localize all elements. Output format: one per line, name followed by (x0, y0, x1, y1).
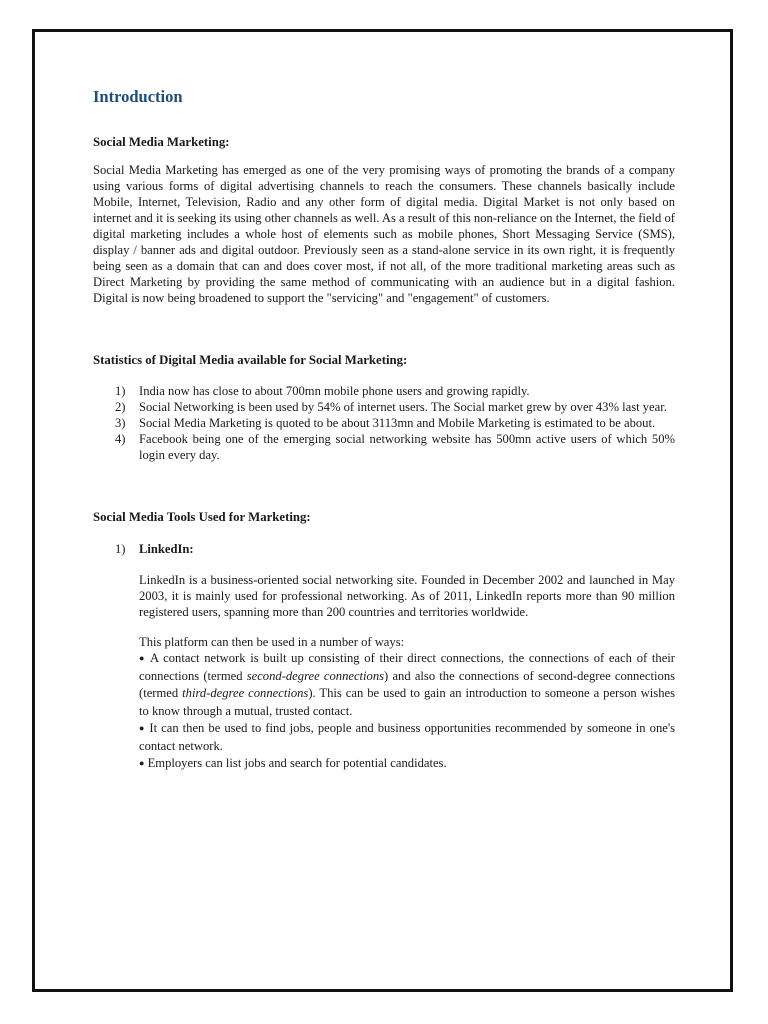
linkedin-section (93, 572, 675, 773)
bullet-icon: ● (139, 653, 147, 663)
bullet-text: ). This can be used to gain an introduction to someone a person wishes to know through a mutual, trusted contact. (139, 686, 675, 718)
smm-heading: Social Media Marketing: (93, 135, 230, 149)
bullet-text: It can then be used to find jobs, people and business opportunities recommended by someone in one's contact network. (139, 721, 675, 753)
bullet-text: A contact network is built up consisting of their direct connections, the connections of each of their connections (termed (139, 651, 675, 683)
list-number: 1) (115, 384, 126, 398)
list-item (93, 383, 675, 399)
emphasis-text: third-degree connections (182, 686, 309, 700)
list-number: 3) (115, 416, 126, 430)
list-item (139, 720, 675, 755)
list-item (93, 399, 675, 415)
page-title: Introduction (93, 87, 183, 106)
ways-intro: This platform can then be used in a number of ways: (139, 635, 405, 649)
list-item-text: Social Media Marketing is quoted to be about 3113mn and Mobile Marketing is estimated to be about. (139, 416, 656, 430)
list-item (139, 650, 675, 720)
list-number: 1) (115, 542, 126, 556)
bullet-icon: ● (139, 758, 145, 768)
tools-heading: Social Media Tools Used for Marketing: (93, 510, 311, 524)
list-item (93, 415, 675, 431)
bullet-text: ) and also the connections of second-degree connections (termed (139, 668, 676, 700)
list-item (93, 431, 675, 463)
bullet-icon: ● (139, 723, 146, 733)
list-item-text: India now has close to about 700mn mobile phone users and growing rapidly. (139, 384, 530, 398)
list-item-text: Facebook being one of the emerging social networking website has 500mn active users of which 50% login every day. (139, 432, 675, 462)
list-number: 2) (115, 400, 126, 414)
emphasis-text: second-degree connections (246, 668, 385, 683)
linkedin-title: LinkedIn: (139, 542, 194, 556)
bullet-text: Employers can list jobs and search for potential candidates. (147, 756, 447, 770)
smm-paragraph: Social Media Marketing has emerged as one of the very promising ways of promoting the brands of a company using various forms of digital advertising channels to reach the consumers. These channels basically include Mobile, Internet, Television, Radio and any other form of digital media. Digital Market is not only based on internet and it is seeking its using other channels as well. As a result of this non-reliance on the Internet, the field of digital marketing includes a whole host of elements such as mobile phones, Short Messaging Service (SMS), display / banner ads and digital outdoor. Previously seen as a stand-alone service in its own right, it is frequently being seen as a domain that can and does cover most, if not all, of the more traditional marketing areas such as Direct Marketing by providing the same method of communicating with an audience but in a digital fashion. Digital is now being broadened to support the "servicing" and "engagement" of customers. (93, 163, 675, 305)
linkedin-paragraph: LinkedIn is a business-oriented social networking site. Founded in December 2002 and launched in May 2003, it is mainly used for professional networking. As of 2011, LinkedIn reports more than 90 million registered users, spanning more than 200 countries and territories worldwide. (139, 573, 675, 619)
list-item (139, 755, 675, 773)
stats-heading: Statistics of Digital Media available for Social Marketing: (93, 353, 408, 367)
list-item-text: Social Networking is been used by 54% of internet users. The Social market grew by over 43% last year. (139, 400, 667, 414)
list-number: 4) (115, 432, 126, 446)
stats-list (93, 383, 675, 463)
ways-list (139, 650, 675, 773)
document-body (93, 86, 675, 773)
linkedin-heading (93, 541, 675, 557)
